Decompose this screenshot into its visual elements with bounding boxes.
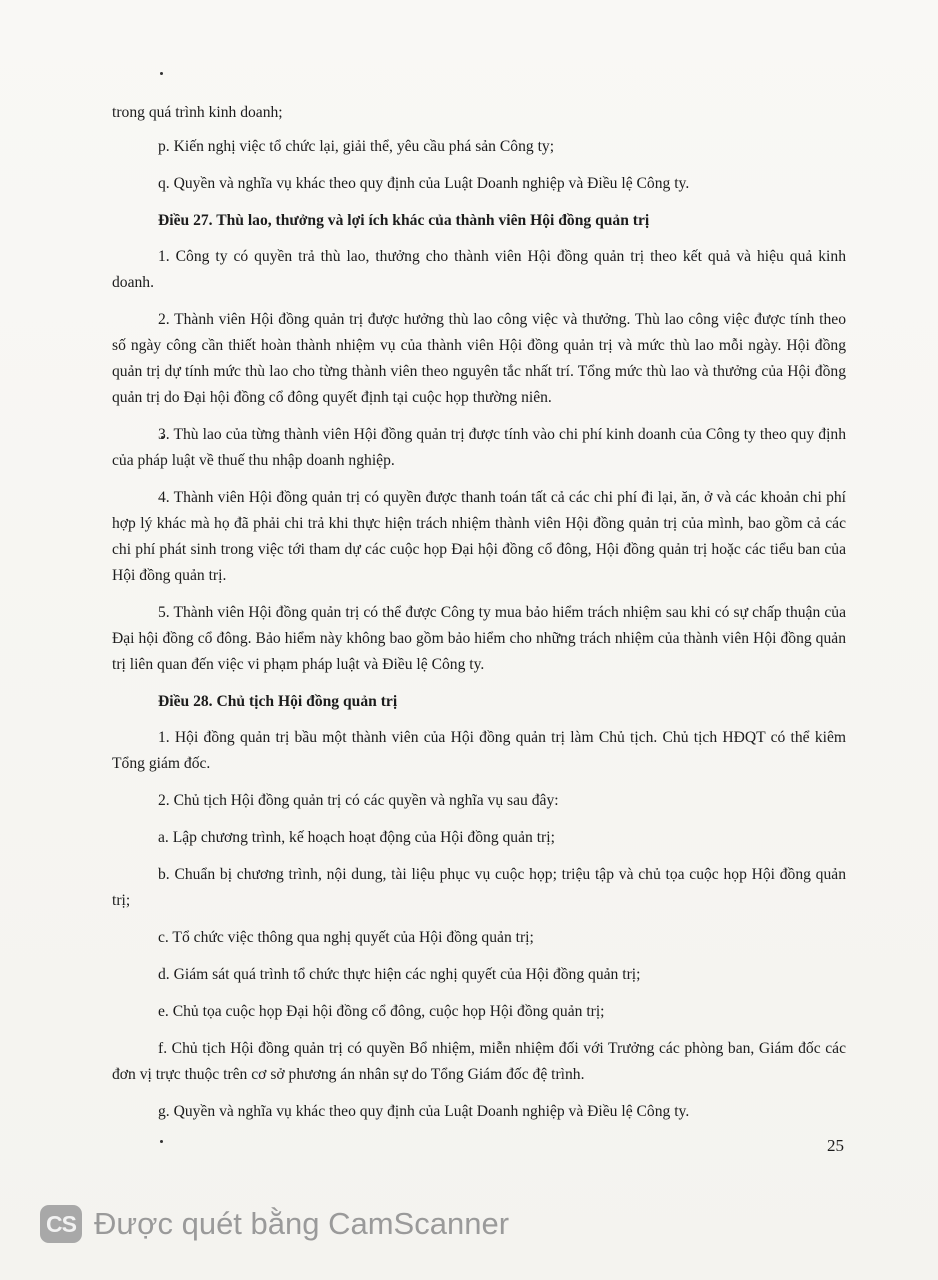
document-body xyxy=(112,100,846,1136)
paragraph: 1. Hội đồng quản trị bầu một thành viên của Hội đồng quản trị làm Chủ tịch. Chủ tịch HĐQT có thể kiêm Tổng giám đốc. xyxy=(112,729,846,772)
paragraph: b. Chuẩn bị chương trình, nội dung, tài liệu phục vụ cuộc họp; triệu tập và chủ tọa cuộc họp Hội đồng quản trị; xyxy=(112,866,846,909)
paragraph: 5. Thành viên Hội đồng quản trị có thể được Công ty mua bảo hiểm trách nhiệm sau khi có sự chấp thuận của Đại hội đồng cổ đông. Bảo hiểm này không bao gồm bảo hiểm cho những trách nhiệm của thành viên Hội đồng quản trị liên quan đến việc vi phạm pháp luật và Điều lệ Công ty. xyxy=(112,604,846,673)
paragraph: 2. Thành viên Hội đồng quản trị được hưởng thù lao công việc và thưởng. Thù lao công việc được tính theo số ngày công cần thiết hoàn thành nhiệm vụ của thành viên Hội đồng quản trị và mức thù lao mỗi ngày. Hội đồng quản trị dự tính mức thù lao cho từng thành viên theo nguyên tắc nhất trí. Tổng mức thù lao và thưởng của Hội đồng quản trị do Đại hội đồng cổ đông quyết định tại cuộc họp thường niên. xyxy=(112,311,846,406)
paragraph: 2. Chủ tịch Hội đồng quản trị có các quyền và nghĩa vụ sau đây: xyxy=(158,792,559,809)
paragraph: trong quá trình kinh doanh; xyxy=(112,104,283,121)
camscanner-watermark xyxy=(40,1202,509,1246)
camscanner-logo-icon: CS xyxy=(40,1205,82,1243)
page-number: 25 xyxy=(827,1136,844,1155)
paragraph: a. Lập chương trình, kế hoạch hoạt động của Hội đồng quản trị; xyxy=(158,829,555,846)
paragraph: g. Quyền và nghĩa vụ khác theo quy định của Luật Doanh nghiệp và Điều lệ Công ty. xyxy=(158,1103,690,1120)
article-heading: Điều 28. Chủ tịch Hội đồng quản trị xyxy=(158,693,398,710)
paragraph: 4. Thành viên Hội đồng quản trị có quyền được thanh toán tất cả các chi phí đi lại, ăn, ở và các khoản chi phí hợp lý khác mà họ đã phải chi trả khi thực hiện trách nhiệm thành viên Hội đồng quản trị của mình, bao gồm cả các chi phí phát sinh trong việc tới tham dự các cuộc họp Đại hội đồng cổ đông, Hội đồng quản trị hoặc các tiểu ban của Hội đồng quản trị. xyxy=(112,489,846,584)
paragraph: f. Chủ tịch Hội đồng quản trị có quyền Bổ nhiệm, miễn nhiệm đối với Trưởng các phòng ban, Giám đốc các đơn vị trực thuộc trên cơ sở phương án nhân sự do Tổng Giám đốc đệ trình. xyxy=(112,1040,846,1083)
watermark-text: Được quét bằng CamScanner xyxy=(94,1206,510,1241)
paragraph: q. Quyền và nghĩa vụ khác theo quy định của Luật Doanh nghiệp và Điều lệ Công ty. xyxy=(158,175,690,192)
scan-speck xyxy=(160,72,163,75)
article-heading: Điều 27. Thù lao, thưởng và lợi ích khác của thành viên Hội đồng quản trị xyxy=(158,212,650,229)
paragraph: 1. Công ty có quyền trả thù lao, thưởng cho thành viên Hội đồng quản trị theo kết quả và hiệu quả kinh doanh. xyxy=(112,248,846,291)
paragraph: e. Chủ tọa cuộc họp Đại hội đồng cổ đông, cuộc họp Hội đồng quản trị; xyxy=(158,1003,605,1020)
scan-speck xyxy=(160,1140,163,1143)
paragraph: c. Tổ chức việc thông qua nghị quyết của Hội đồng quản trị; xyxy=(158,929,534,946)
paragraph: p. Kiến nghị việc tổ chức lại, giải thể, yêu cầu phá sản Công ty; xyxy=(158,138,555,155)
paragraph: 3. Thù lao của từng thành viên Hội đồng quản trị được tính vào chi phí kinh doanh của Công ty theo quy định của pháp luật về thuế thu nhập doanh nghiệp. xyxy=(112,426,846,469)
paragraph: d. Giám sát quá trình tổ chức thực hiện các nghị quyết của Hội đồng quản trị; xyxy=(158,966,641,983)
